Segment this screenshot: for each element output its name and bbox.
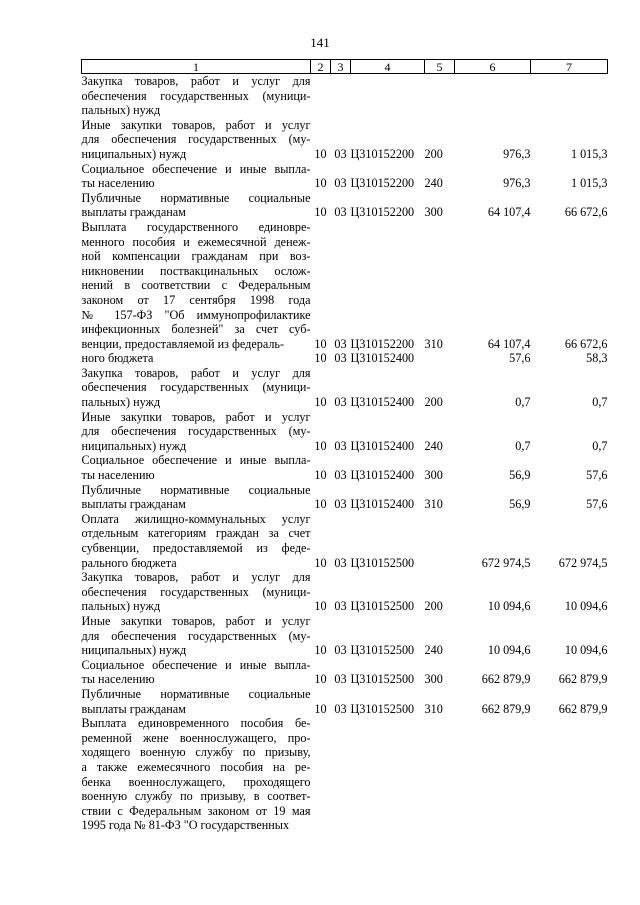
amount-year-2: 57,6 <box>586 497 608 512</box>
column-header-2: 2 <box>311 60 331 74</box>
target-article-code: Ц310152200 <box>350 336 415 351</box>
target-article-code: Ц310152400 <box>350 468 415 483</box>
description-line: нений в соответствии с Федеральным <box>81 278 311 293</box>
target-article-code: Ц310152500 <box>350 643 415 658</box>
row-description <box>82 687 311 716</box>
subsection-code <box>331 74 351 118</box>
description-line: Закупка товаров, работ и услуг для <box>81 74 311 88</box>
description-line: обеспечения государственных (муници- <box>81 88 311 103</box>
section-code <box>311 716 331 833</box>
target-article-code <box>351 74 425 118</box>
subsection-code: 03 <box>334 395 347 410</box>
section-code: 10 <box>314 468 327 483</box>
table-row <box>82 614 608 658</box>
subsection-code: 03 <box>334 672 347 687</box>
table-header <box>82 60 608 74</box>
table-row <box>82 74 608 118</box>
target-article-code: Ц310152500 <box>350 555 415 570</box>
page-number: 141 <box>310 35 330 50</box>
column-header-6: 6 <box>455 60 531 74</box>
table-row <box>82 351 608 366</box>
table-row <box>82 162 608 191</box>
description-line: Оплата жилищно-коммунальных услуг <box>81 511 311 526</box>
target-article-code: Ц310152200 <box>350 205 415 220</box>
subsection-code: 03 <box>334 336 347 351</box>
amount-year-2 <box>531 716 608 833</box>
description-line: а также ежемесячного пособия на ре- <box>81 759 311 774</box>
amount-year-2: 0,7 <box>592 395 608 410</box>
description-line: для обеспечения государственных (му- <box>81 132 311 147</box>
amount-year-1 <box>455 74 531 118</box>
section-code: 10 <box>314 672 327 687</box>
description-line: пальных) нужд <box>81 599 161 614</box>
expense-type-code: 200 <box>424 599 443 614</box>
amount-year-2: 66 672,6 <box>564 336 608 351</box>
expense-type-code: 240 <box>424 643 443 658</box>
expense-type-code: 200 <box>424 146 443 161</box>
section-code: 10 <box>314 336 327 351</box>
table-row <box>82 687 608 716</box>
column-header-4: 4 <box>351 60 425 74</box>
row-description <box>82 453 311 482</box>
description-line: ты населению <box>81 176 155 191</box>
header-row <box>82 60 608 74</box>
description-line: Выплата единовременного пособия бе- <box>81 716 311 731</box>
expense-type-code: 300 <box>424 205 443 220</box>
section-code: 10 <box>314 205 327 220</box>
table-row <box>82 366 608 410</box>
amount-year-2: 66 672,6 <box>564 205 608 220</box>
description-line: обеспечения государственных (муници- <box>81 380 311 395</box>
amount-year-1: 976,3 <box>503 176 531 191</box>
section-code: 10 <box>314 643 327 658</box>
description-line: Публичные нормативные социальные <box>81 686 311 701</box>
target-article-code: Ц310152500 <box>350 599 415 614</box>
target-article-code: Ц310152400 <box>350 395 415 410</box>
description-line: ного бюджета <box>81 351 154 366</box>
amount-year-1: 64 107,4 <box>487 336 531 351</box>
description-line: выплаты гражданам <box>81 205 186 220</box>
table-row <box>82 512 608 570</box>
description-line: бенка военнослужащего, проходящего <box>81 774 311 789</box>
table-row <box>82 716 608 833</box>
row-description <box>82 220 311 351</box>
subsection-code <box>331 716 351 833</box>
subsection-code: 03 <box>334 468 347 483</box>
expense-type-code: 300 <box>424 468 443 483</box>
description-line: пальных) нужд <box>81 103 161 118</box>
description-line: ствии с Федеральным законом от 19 мая <box>81 803 311 818</box>
table-body <box>82 74 608 833</box>
row-description <box>82 716 311 833</box>
table-row <box>82 220 608 351</box>
amount-year-1: 0,7 <box>515 438 531 453</box>
target-article-code <box>351 716 425 833</box>
amount-year-2: 58,3 <box>586 351 608 366</box>
column-header-5: 5 <box>425 60 455 74</box>
table-row <box>82 483 608 512</box>
description-line: ты населению <box>81 468 155 483</box>
description-line: менного пособия и ежемесячной денеж- <box>81 234 311 249</box>
description-line: выплаты гражданам <box>81 497 186 512</box>
table-row <box>82 118 608 162</box>
section-code: 10 <box>314 395 327 410</box>
amount-year-1: 64 107,4 <box>487 205 531 220</box>
description-line: для обеспечения государственных (му- <box>81 424 311 439</box>
description-line: ниципальных) нужд <box>81 438 187 453</box>
description-line: субвенции, предоставляемой из феде- <box>81 541 311 555</box>
amount-year-1: 10 094,6 <box>487 643 531 658</box>
description-line: ной компенсации гражданам при воз- <box>81 249 311 264</box>
row-description <box>82 483 311 512</box>
subsection-code: 03 <box>334 176 347 191</box>
description-line: военную службу по призыву, в соответ- <box>81 789 311 804</box>
target-article-code: Ц310152400 <box>350 497 415 512</box>
row-description <box>82 570 311 614</box>
description-line: Социальное обеспечение и иные выпла- <box>81 453 311 468</box>
description-line: никновении поствакцинальных ослож- <box>81 263 311 278</box>
description-line: рального бюджета <box>81 555 177 570</box>
subsection-code: 03 <box>334 701 347 716</box>
description-line: Публичные нормативные социальные <box>81 190 311 205</box>
row-description <box>82 366 311 410</box>
expense-type-code <box>425 74 455 118</box>
subsection-code: 03 <box>334 643 347 658</box>
description-line: ременной жене военнослужащего, про- <box>81 730 311 745</box>
description-line: ты населению <box>81 672 155 687</box>
row-description <box>82 512 311 570</box>
subsection-code: 03 <box>334 351 347 366</box>
description-line: для обеспечения государственных (му- <box>81 628 311 643</box>
amount-year-1: 662 879,9 <box>481 672 531 687</box>
amount-year-1: 56,9 <box>509 468 531 483</box>
amount-year-2: 672 974,5 <box>558 555 608 570</box>
section-code: 10 <box>314 146 327 161</box>
target-article-code: Ц310152400 <box>350 438 415 453</box>
description-line: инфекционных болезней" за счет суб- <box>81 322 311 337</box>
description-line: венции, предоставляемой из федераль- <box>81 336 285 351</box>
section-code: 10 <box>314 497 327 512</box>
amount-year-2 <box>531 74 608 118</box>
description-line: Закупка товаров, работ и услуг для <box>81 365 311 380</box>
subsection-code: 03 <box>334 146 347 161</box>
expense-type-code <box>425 351 455 366</box>
amount-year-2: 10 094,6 <box>564 599 608 614</box>
budget-table <box>81 59 608 833</box>
row-description <box>82 614 311 658</box>
amount-year-1: 672 974,5 <box>481 555 531 570</box>
row-description <box>82 74 311 118</box>
amount-year-2: 1 015,3 <box>570 176 608 191</box>
amount-year-2: 662 879,9 <box>558 701 608 716</box>
amount-year-1 <box>455 716 531 833</box>
description-line: законом от 17 сентября 1998 года <box>81 292 311 307</box>
section-code: 10 <box>314 438 327 453</box>
expense-type-code <box>425 716 455 833</box>
amount-year-2: 662 879,9 <box>558 672 608 687</box>
row-description <box>82 658 311 687</box>
row-description <box>82 162 311 191</box>
expense-type-code: 240 <box>424 176 443 191</box>
description-line: пальных) нужд <box>81 395 161 410</box>
description-line: отдельным категориям граждан за счет <box>81 526 311 541</box>
expense-type-code: 300 <box>424 672 443 687</box>
description-line: обеспечения государственных (муници- <box>81 584 311 599</box>
description-line: Иные закупки товаров, работ и услуг <box>81 117 311 132</box>
column-header-3: 3 <box>331 60 351 74</box>
amount-year-1: 56,9 <box>509 497 531 512</box>
section-code: 10 <box>314 599 327 614</box>
description-line: № 157-ФЗ "Об иммунопрофилактике <box>81 307 311 322</box>
section-code: 10 <box>314 176 327 191</box>
description-line: ходящего военную службу по призыву, <box>81 745 311 760</box>
target-article-code: Ц310152500 <box>350 672 415 687</box>
expense-type-code: 200 <box>424 395 443 410</box>
target-article-code: Ц310152400 <box>350 351 415 366</box>
table-row <box>82 658 608 687</box>
section-code <box>311 74 331 118</box>
target-article-code: Ц310152200 <box>350 146 415 161</box>
expense-type-code: 310 <box>424 497 443 512</box>
description-line: 1995 года № 81-ФЗ "О государственных <box>81 818 290 833</box>
expense-type-code: 310 <box>424 336 443 351</box>
table-row <box>82 410 608 454</box>
subsection-code: 03 <box>334 497 347 512</box>
expense-type-code: 240 <box>424 438 443 453</box>
section-code: 10 <box>314 555 327 570</box>
column-header-7: 7 <box>531 60 608 74</box>
description-line: ниципальных) нужд <box>81 146 187 161</box>
section-code: 10 <box>314 351 327 366</box>
amount-year-2: 1 015,3 <box>570 146 608 161</box>
description-line: Выплата государственного единовре- <box>81 219 311 234</box>
description-line: Социальное обеспечение и иные выпла- <box>81 161 311 176</box>
amount-year-2: 10 094,6 <box>564 643 608 658</box>
subsection-code: 03 <box>334 438 347 453</box>
subsection-code: 03 <box>334 555 347 570</box>
target-article-code: Ц310152500 <box>350 701 415 716</box>
amount-year-1: 10 094,6 <box>487 599 531 614</box>
column-header-1: 1 <box>82 60 311 74</box>
description-line: Социальное обеспечение и иные выпла- <box>81 657 311 672</box>
row-description <box>82 191 311 220</box>
description-line: Иные закупки товаров, работ и услуг <box>81 409 311 424</box>
subsection-code: 03 <box>334 599 347 614</box>
section-code: 10 <box>314 701 327 716</box>
amount-year-1: 662 879,9 <box>481 701 531 716</box>
amount-year-1: 0,7 <box>515 395 531 410</box>
expense-type-code: 310 <box>424 701 443 716</box>
description-line: Иные закупки товаров, работ и услуг <box>81 613 311 628</box>
description-line: выплаты гражданам <box>81 701 186 716</box>
description-line: ниципальных) нужд <box>81 643 187 658</box>
row-description <box>82 351 311 366</box>
table-row <box>82 570 608 614</box>
subsection-code: 03 <box>334 205 347 220</box>
amount-year-1: 976,3 <box>503 146 531 161</box>
amount-year-2: 57,6 <box>586 468 608 483</box>
table-row <box>82 191 608 220</box>
amount-year-2: 0,7 <box>592 438 608 453</box>
row-description <box>82 118 311 162</box>
table-row <box>82 453 608 482</box>
amount-year-1: 57,6 <box>509 351 531 366</box>
row-description <box>82 410 311 454</box>
description-line: Закупка товаров, работ и услуг для <box>81 570 311 585</box>
description-line: Публичные нормативные социальные <box>81 482 311 497</box>
expense-type-code <box>425 512 455 570</box>
target-article-code: Ц310152200 <box>350 176 415 191</box>
